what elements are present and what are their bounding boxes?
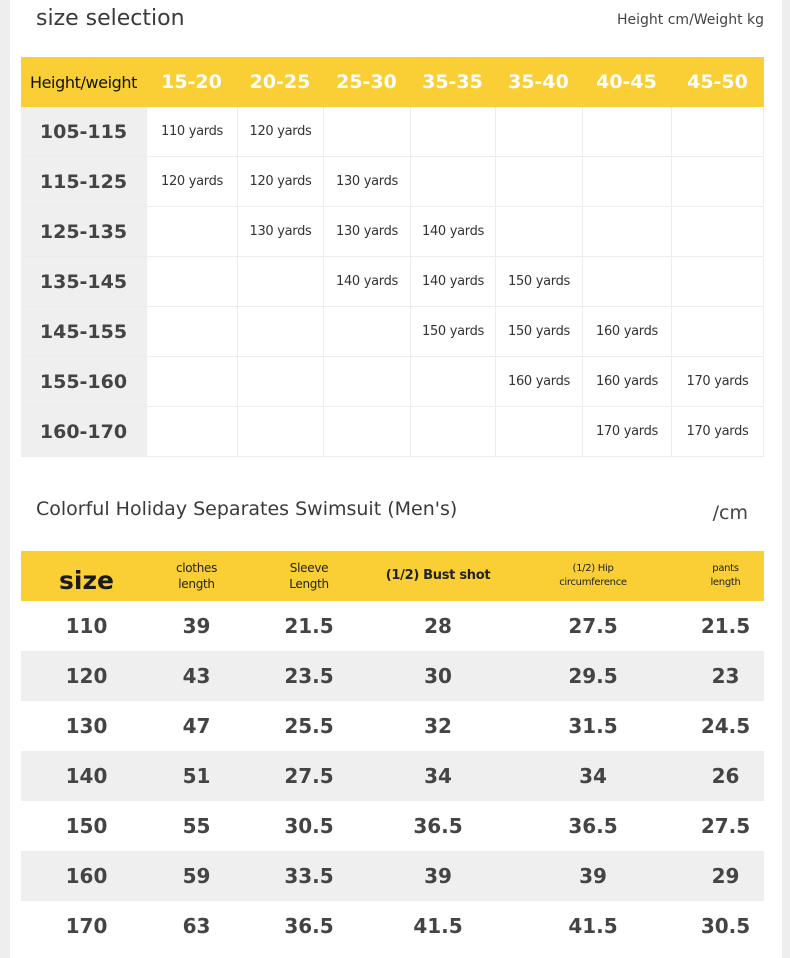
table-row (21, 207, 764, 257)
table-row (21, 901, 764, 951)
size-cell: 130 (65, 714, 108, 738)
table-row (21, 651, 764, 701)
hip-cell: 39 (579, 864, 607, 888)
size-recommendation-cell (671, 107, 764, 156)
size-recommendation-cell: 160 yards (582, 357, 671, 406)
bust-header: (1/2) Bust shot (385, 568, 491, 583)
hip-cell: 29.5 (568, 664, 618, 688)
sleeve-length-cell: 36.5 (284, 914, 334, 938)
bust-cell: 30 (424, 664, 452, 688)
table-row (21, 751, 764, 801)
size-recommendation-cell (495, 157, 582, 206)
size-recommendation-cell: 170 yards (671, 407, 764, 456)
table-row (21, 157, 764, 207)
height-weight-table-body (21, 107, 764, 457)
weight-column-header: 15-20 (161, 71, 222, 93)
sleeve-length-header-line2: Length (289, 577, 329, 591)
bust-cell: 28 (424, 614, 452, 638)
size-recommendation-cell (671, 257, 764, 306)
sleeve-length-cell: 33.5 (284, 864, 334, 888)
size-recommendation-cell (146, 357, 237, 406)
height-range-cell: 160-170 (21, 407, 146, 456)
size-cell: 110 (65, 614, 108, 638)
weight-column-header: 40-45 (596, 71, 657, 93)
hip-cell: 31.5 (568, 714, 618, 738)
size-recommendation-cell (323, 357, 410, 406)
sleeve-length-cell: 27.5 (284, 764, 334, 788)
size-recommendation-cell: 110 yards (146, 107, 237, 156)
bust-cell: 39 (424, 864, 452, 888)
height-range-cell: 145-155 (21, 307, 146, 356)
size-recommendation-cell: 130 yards (323, 207, 410, 256)
size-recommendation-cell (237, 407, 323, 456)
size-recommendation-cell: 120 yards (146, 157, 237, 206)
size-recommendation-cell: 140 yards (410, 257, 495, 306)
size-recommendation-cell (671, 307, 764, 356)
table-row (21, 107, 764, 157)
clothes-length-header-line2: length (178, 577, 215, 591)
sleeve-length-cell: 23.5 (284, 664, 334, 688)
clothes-length-header-line1: clothes (175, 561, 218, 575)
clothes-length-header (152, 560, 241, 592)
swimsuit-title: Colorful Holiday Separates Swimsuit (Men's) (36, 498, 458, 520)
size-selection-header (10, 0, 782, 40)
height-range-cell: 115-125 (21, 157, 146, 206)
pants-length-cell: 29 (711, 864, 740, 888)
table-row (21, 701, 764, 751)
size-recommendation-cell (671, 157, 764, 206)
table-row (21, 307, 764, 357)
size-cell: 160 (65, 864, 108, 888)
table-row (21, 257, 764, 307)
size-recommendation-cell (582, 257, 671, 306)
clothes-length-cell: 51 (182, 764, 211, 788)
size-recommendation-cell (237, 257, 323, 306)
pants-length-header (687, 562, 764, 590)
size-recommendation-cell: 130 yards (323, 157, 410, 206)
size-recommendation-cell (410, 357, 495, 406)
size-recommendation-cell (146, 307, 237, 356)
clothes-length-cell: 47 (182, 714, 211, 738)
size-recommendation-cell: 150 yards (495, 307, 582, 356)
size-recommendation-cell (146, 207, 237, 256)
size-recommendation-cell (582, 157, 671, 206)
weight-column-header: 20-25 (249, 71, 311, 93)
clothes-length-cell: 63 (182, 914, 211, 938)
clothes-length-cell: 55 (182, 814, 211, 838)
height-range-cell: 105-115 (21, 107, 146, 156)
size-recommendation-cell (495, 207, 582, 256)
table-row (21, 801, 764, 851)
weight-column-header: 35-35 (422, 71, 483, 93)
hip-cell: 27.5 (568, 614, 618, 638)
height-range-cell: 155-160 (21, 357, 146, 406)
size-recommendation-cell: 160 yards (582, 307, 671, 356)
height-weight-header-row (21, 57, 764, 107)
size-recommendation-cell (410, 407, 495, 456)
pants-length-cell: 27.5 (700, 814, 751, 838)
pants-length-header-line2: length (710, 577, 741, 588)
size-cell: 150 (65, 814, 108, 838)
sleeve-length-cell: 25.5 (284, 714, 334, 738)
measurements-header-row (21, 551, 764, 601)
table-row (21, 851, 764, 901)
clothes-length-cell: 59 (182, 864, 211, 888)
size-selection-title: size selection (36, 6, 185, 31)
size-chart-sheet (10, 0, 782, 958)
hip-header (499, 562, 687, 590)
size-cell: 170 (65, 914, 108, 938)
sleeve-length-header (241, 560, 377, 592)
size-recommendation-cell (146, 407, 237, 456)
size-recommendation-cell: 140 yards (323, 257, 410, 306)
size-recommendation-cell (410, 107, 495, 156)
size-recommendation-cell (582, 207, 671, 256)
height-weight-corner-label: Height/weight (29, 72, 138, 92)
size-recommendation-cell (671, 207, 764, 256)
pants-length-cell: 23 (711, 664, 740, 688)
bust-cell: 41.5 (413, 914, 463, 938)
size-recommendation-cell (323, 307, 410, 356)
measurements-table-body (21, 601, 764, 951)
weight-column-header: 25-30 (336, 71, 397, 93)
size-recommendation-cell: 120 yards (237, 107, 323, 156)
size-recommendation-cell (237, 357, 323, 406)
measurements-table (21, 551, 764, 951)
hip-cell: 36.5 (568, 814, 618, 838)
weight-column-header: 35-40 (508, 71, 569, 93)
table-row (21, 407, 764, 457)
size-recommendation-cell (495, 407, 582, 456)
size-recommendation-cell (323, 407, 410, 456)
size-recommendation-cell: 150 yards (495, 257, 582, 306)
hip-header-line2: circumference (559, 577, 627, 588)
bust-cell: 36.5 (413, 814, 463, 838)
table-row (21, 357, 764, 407)
size-recommendation-cell: 170 yards (671, 357, 764, 406)
size-recommendation-cell (237, 307, 323, 356)
swimsuit-measurements-header (10, 490, 782, 530)
pants-length-header-line1: pants (712, 563, 739, 574)
size-recommendation-cell: 150 yards (410, 307, 495, 356)
height-range-cell: 135-145 (21, 257, 146, 306)
size-selection-unit: Height cm/Weight kg (617, 12, 764, 28)
pants-length-cell: 21.5 (700, 614, 751, 638)
sleeve-length-cell: 30.5 (284, 814, 334, 838)
size-recommendation-cell: 170 yards (582, 407, 671, 456)
size-recommendation-cell: 140 yards (410, 207, 495, 256)
hip-cell: 41.5 (568, 914, 618, 938)
bust-cell: 34 (424, 764, 452, 788)
swimsuit-unit: /cm (712, 502, 748, 524)
size-recommendation-cell (495, 107, 582, 156)
size-recommendation-cell (146, 257, 237, 306)
pants-length-cell: 24.5 (700, 714, 751, 738)
bust-cell: 32 (424, 714, 452, 738)
sleeve-length-cell: 21.5 (284, 614, 334, 638)
size-recommendation-cell: 130 yards (237, 207, 323, 256)
pants-length-cell: 26 (711, 764, 740, 788)
sleeve-length-header-line1: Sleeve (289, 561, 329, 575)
size-recommendation-cell (582, 107, 671, 156)
size-cell: 140 (65, 764, 108, 788)
size-recommendation-cell (323, 107, 410, 156)
size-recommendation-cell (410, 157, 495, 206)
hip-cell: 34 (579, 764, 607, 788)
height-weight-table (21, 57, 764, 457)
pants-length-cell: 30.5 (700, 914, 751, 938)
clothes-length-cell: 43 (182, 664, 211, 688)
clothes-length-cell: 39 (182, 614, 211, 638)
size-cell: 120 (65, 664, 108, 688)
size-recommendation-cell: 160 yards (495, 357, 582, 406)
size-column-header: size (59, 566, 114, 595)
height-range-cell: 125-135 (21, 207, 146, 256)
table-row (21, 601, 764, 651)
weight-column-header: 45-50 (687, 71, 748, 93)
hip-header-line1: (1/2) Hip (572, 563, 614, 574)
size-recommendation-cell: 120 yards (237, 157, 323, 206)
